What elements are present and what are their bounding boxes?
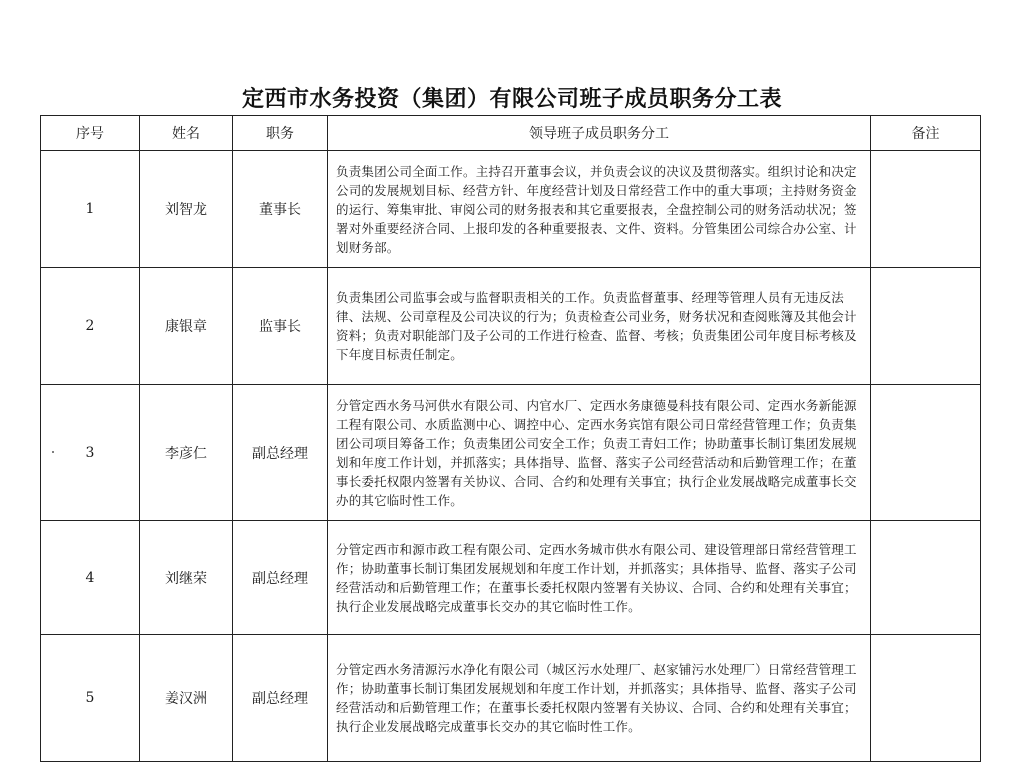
cell-duties: 负责集团公司全面工作。主持召开董事会议，并负责会议的决议及贯彻落实。组织讨论和决定公司的发展规划目标、经营方针、年度经营计划及日常经营工作中的重大事项；主持财务资金的运行、筹集审批、审阅公司的财务报表和其它重要报表，全盘控制公司的财务活动状况；签署对外重要经济合同、上报印发的各种重要报表、文件、资料。分管集团公司综合办公室、计划财务部。 — [328, 151, 871, 268]
table-header-row — [41, 116, 981, 151]
table-row — [41, 268, 981, 385]
cell-remarks — [871, 268, 981, 385]
cell-position: 副总经理 — [233, 521, 328, 635]
cell-seq: 2 — [41, 268, 140, 385]
cell-position: 监事长 — [233, 268, 328, 385]
cell-seq: 3 — [41, 385, 140, 521]
header-position: 职务 — [233, 116, 328, 151]
table-row — [41, 385, 981, 521]
cell-remarks — [871, 385, 981, 521]
cell-name: 刘继荣 — [140, 521, 233, 635]
cell-position: 副总经理 — [233, 635, 328, 762]
cell-remarks — [871, 521, 981, 635]
header-duties: 领导班子成员职务分工 — [328, 116, 871, 151]
cell-name: 刘智龙 — [140, 151, 233, 268]
cell-seq: 1 — [41, 151, 140, 268]
cell-seq: 4 — [41, 521, 140, 635]
cell-remarks — [871, 635, 981, 762]
cell-name: 姜汉洲 — [140, 635, 233, 762]
header-name: 姓名 — [140, 116, 233, 151]
cell-seq: 5 — [41, 635, 140, 762]
cell-remarks — [871, 151, 981, 268]
header-remarks: 备注 — [871, 116, 981, 151]
table-row — [41, 151, 981, 268]
cell-position: 董事长 — [233, 151, 328, 268]
cell-duties: 分管定西水务马河供水有限公司、内官水厂、定西水务康德曼科技有限公司、定西水务新能源工程有限公司、水质监测中心、调控中心、定西水务宾馆有限公司日常经营管理工作；负责集团公司项目筹备工作；负责集团公司安全工作；负责工青妇工作；协助董事长制订集团发展规划和年度工作计划，并抓落实；具体指导、监督、落实子公司经营活动和后勤管理工作；在董事长委托权限内签署有关协议、合同、合约和处理有关事宜；执行企业发展战略完成董事长交办的其它临时性工作。 — [328, 385, 871, 521]
cell-name: 李彦仁 — [140, 385, 233, 521]
duty-table — [40, 115, 981, 762]
document-title: 定西市水务投资（集团）有限公司班子成员职务分工表 — [241, 87, 782, 112]
header-seq: 序号 — [41, 116, 140, 151]
cell-duties: 分管定西水务清源污水净化有限公司（城区污水处理厂、赵家铺污水处理厂）日常经营管理工作；协助董事长制订集团发展规划和年度工作计划，并抓落实；具体指导、监督、落实子公司经营活动和后勤管理工作；在董事长委托权限内签署有关协议、合同、合约和处理有关事宜；执行企业发展战略完成董事长交办的其它临时性工作。 — [328, 635, 871, 762]
cell-duties: 负责集团公司监事会或与监督职责相关的工作。负责监督董事、经理等管理人员有无违反法律、法规、公司章程及公司决议的行为；负责检查公司业务，财务状况和查阅账簿及其他会计资料；负责对职能部门及子公司的工作进行检查、监督、考核；负责集团公司年度目标考核及下年度目标责任制定。 — [328, 268, 871, 385]
cell-position: 副总经理 — [233, 385, 328, 521]
cell-duties: 分管定西市和源市政工程有限公司、定西水务城市供水有限公司、建设管理部日常经营管理工作；协助董事长制订集团发展规划和年度工作计划，并抓落实；具体指导、监督、落实子公司经营活动和后勤管理工作；在董事长委托权限内签署有关协议、合同、合约和处理有关事宜；执行企业发展战略完成董事长交办的其它临时性工作。 — [328, 521, 871, 635]
cell-name: 康银章 — [140, 268, 233, 385]
table-row — [41, 635, 981, 762]
table-row — [41, 521, 981, 635]
